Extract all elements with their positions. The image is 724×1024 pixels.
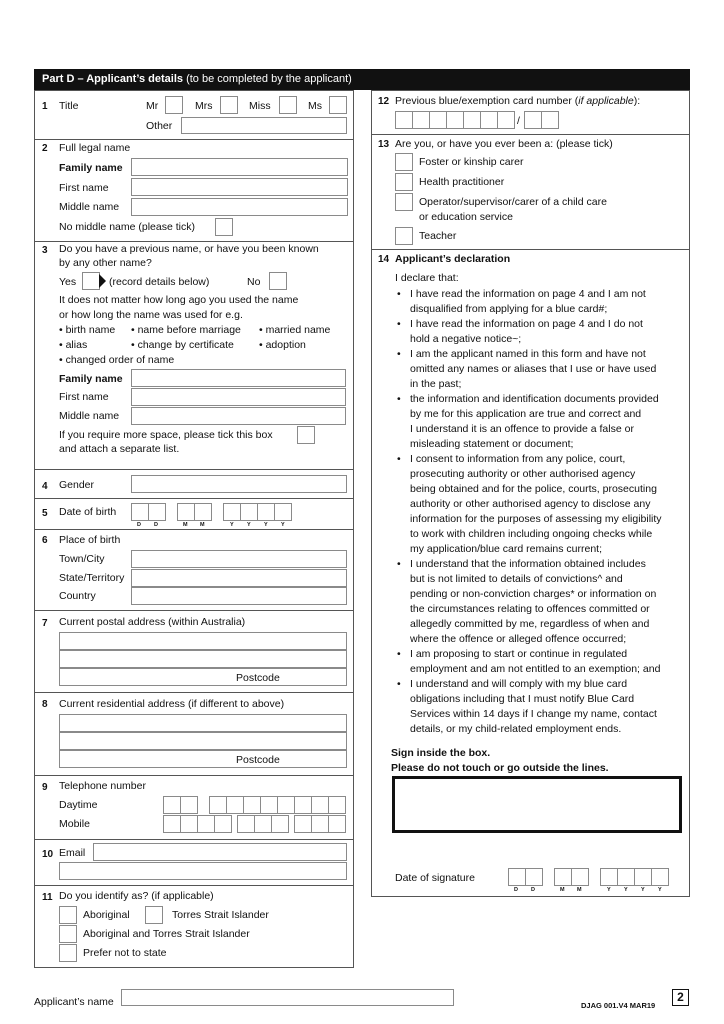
daytime-digit-8[interactable] xyxy=(328,796,346,814)
bullet-birth-name: • birth name xyxy=(59,324,116,336)
foster-carer-label: Foster or kinship carer xyxy=(419,156,524,168)
declaration-line: Services within 14 days if I change my name, contact xyxy=(410,708,657,720)
declaration-bullet: • xyxy=(397,558,401,570)
declaration-line: prosecuting authority or other authorised agency xyxy=(410,468,636,480)
declaration-line: my application/blue card remains current; xyxy=(410,543,603,555)
residential-address-line-3[interactable] xyxy=(59,750,347,768)
state-territory-label: State/Territory xyxy=(59,572,125,584)
aboriginal-torres-label: Aboriginal and Torres Strait Islander xyxy=(83,928,250,940)
sig-year-4[interactable] xyxy=(651,868,669,886)
sig-y-marker: Y xyxy=(624,887,628,893)
miss-label: Miss xyxy=(249,100,271,112)
teacher-label: Teacher xyxy=(419,230,457,242)
declaration-bullet: • xyxy=(397,288,401,300)
mobile-digit-6[interactable] xyxy=(254,815,272,833)
previous-name-note-2: or how long the name was used for e.g. xyxy=(59,309,243,321)
sig-month-2[interactable] xyxy=(571,868,589,886)
declaration-line: I understand and will comply with my blue card xyxy=(410,678,628,690)
child-care-label-2: or education service xyxy=(419,211,513,223)
dob-d-marker: D xyxy=(137,522,141,528)
card-suffix-2[interactable] xyxy=(541,111,559,129)
q8-number: 8 xyxy=(42,699,48,710)
declaration-line: information for the purposes of assessing my eligibility xyxy=(410,513,662,525)
q11-number: 11 xyxy=(42,892,53,903)
email-field-2[interactable] xyxy=(59,862,347,880)
residential-address-line-2[interactable] xyxy=(59,732,347,750)
email-label: Email xyxy=(59,847,86,859)
yes-checkbox[interactable] xyxy=(82,272,100,290)
more-space-checkbox[interactable] xyxy=(297,426,315,444)
declaration-line: details, or my child-related employment ends. xyxy=(410,723,622,735)
mobile-digit-10[interactable] xyxy=(328,815,346,833)
declaration-line: where the offence or alleged offence occurred; xyxy=(410,633,627,645)
declaration-line: being obtained and for the police, courts, prosecuting xyxy=(410,483,657,495)
q7-number: 7 xyxy=(42,618,48,629)
prev-first-name-field[interactable] xyxy=(131,388,346,406)
q10-number: 10 xyxy=(42,849,54,860)
ms-label: Ms xyxy=(308,100,322,112)
dob-y-marker: Y xyxy=(281,522,285,528)
ms-checkbox[interactable] xyxy=(329,96,347,114)
residential-address-label: Current residential address (if different to above) xyxy=(59,698,285,710)
bullet-married-name: • married name xyxy=(259,324,331,336)
prev-middle-name-label: Middle name xyxy=(59,410,120,422)
mobile-digit-1[interactable] xyxy=(163,815,181,833)
q6-number: 6 xyxy=(42,535,48,546)
page-number: 2 xyxy=(672,989,689,1006)
mobile-digit-9[interactable] xyxy=(311,815,329,833)
mobile-digit-7[interactable] xyxy=(271,815,289,833)
dob-m-marker: M xyxy=(200,522,205,528)
no-middle-name-label: No middle name (please tick) xyxy=(59,221,195,233)
declaration-line: I understand that the information obtained includes xyxy=(410,558,646,570)
declaration-bullet: • xyxy=(397,318,401,330)
aboriginal-checkbox[interactable] xyxy=(59,906,77,924)
yes-label: Yes xyxy=(59,276,77,288)
record-details-label: (record details below) xyxy=(109,276,210,288)
sig-m-marker: M xyxy=(560,887,565,893)
declaration-line: pending or non-conviction charges* or information on xyxy=(410,588,657,600)
mrs-label: Mrs xyxy=(195,100,213,112)
sig-year-1[interactable] xyxy=(600,868,618,886)
q9-number: 9 xyxy=(42,782,48,793)
declaration-bullet: • xyxy=(397,453,401,465)
prev-family-name-label: Family name xyxy=(59,373,123,385)
declaration-line: omitted any names or aliases that I use or have used xyxy=(410,363,657,375)
no-checkbox[interactable] xyxy=(269,272,287,290)
country-field[interactable] xyxy=(131,587,347,605)
no-label: No xyxy=(247,276,261,288)
declaration-line: I consent to information from any police, court, xyxy=(410,453,626,465)
dob-m-marker: M xyxy=(183,522,188,528)
declaration-line: employment and am not entitled to an exemption; and xyxy=(410,663,661,675)
applicant-name-label: Applicant’s name xyxy=(34,996,114,1008)
q2-number: 2 xyxy=(42,143,48,154)
daytime-label: Daytime xyxy=(59,799,98,811)
q1-number: 1 xyxy=(42,101,48,112)
declaration-line: I understand it is an offence to provide a false or xyxy=(410,423,634,435)
declaration-title: Applicant’s declaration xyxy=(395,253,511,265)
other-title-field[interactable] xyxy=(181,117,347,134)
card-digit-4[interactable] xyxy=(446,111,464,129)
declaration-bullet: • xyxy=(397,348,401,360)
date-of-birth-label: Date of birth xyxy=(59,506,117,518)
bullet-adoption: • adoption xyxy=(259,339,306,351)
declaration-line: misleading statement or document; xyxy=(410,438,574,450)
family-name-label: Family name xyxy=(59,162,123,174)
declaration-line: allegedly committed by me, regardless of when and xyxy=(410,618,650,630)
q14-number: 14 xyxy=(378,254,390,265)
previous-card-label-start: Previous blue/exemption card number ( xyxy=(395,95,579,107)
q3-number: 3 xyxy=(42,245,48,256)
sig-year-3[interactable] xyxy=(634,868,652,886)
separate-list-label: and attach a separate list. xyxy=(59,443,180,455)
declaration-bullet: • xyxy=(397,648,401,660)
sig-y-marker: Y xyxy=(641,887,645,893)
prev-family-name-field[interactable] xyxy=(131,369,346,387)
dob-day-2[interactable] xyxy=(148,503,166,521)
postal-address-label: Current postal address (within Australia) xyxy=(59,616,246,628)
card-slash: / xyxy=(517,115,520,127)
declaration-line: obligations including that I must notify Blue Card xyxy=(410,693,635,705)
gender-label: Gender xyxy=(59,479,95,491)
daytime-digit-7[interactable] xyxy=(311,796,329,814)
mobile-digit-2[interactable] xyxy=(180,815,198,833)
sign-instruction-2: Please do not touch or go outside the lines. xyxy=(391,762,609,774)
card-digit-5[interactable] xyxy=(463,111,481,129)
declaration-line: I have read the information on page 4 and I am not xyxy=(410,288,646,300)
q4-number: 4 xyxy=(42,481,48,492)
mr-checkbox[interactable] xyxy=(165,96,183,114)
no-middle-name-checkbox[interactable] xyxy=(215,218,233,236)
title-label: Title xyxy=(59,100,79,112)
child-care-label: Operator/supervisor/carer of a child care xyxy=(419,196,607,208)
declaration-line: but is not limited to details of convictions^ and xyxy=(410,573,623,585)
daytime-digit-5[interactable] xyxy=(277,796,295,814)
bullet-alias: • alias xyxy=(59,339,88,351)
torres-strait-checkbox[interactable] xyxy=(145,906,163,924)
other-label: Other xyxy=(146,120,173,132)
prev-first-name-label: First name xyxy=(59,391,109,403)
sig-day-1[interactable] xyxy=(508,868,526,886)
sign-instruction-1: Sign inside the box. xyxy=(391,747,491,759)
sig-d-marker: D xyxy=(531,887,535,893)
date-of-signature-label: Date of signature xyxy=(395,872,475,884)
middle-name-field[interactable] xyxy=(131,198,348,216)
declaration-line: hold a negative notice~; xyxy=(410,333,522,345)
family-name-field[interactable] xyxy=(131,158,348,176)
part-note: (to be completed by the applicant) xyxy=(186,73,352,85)
card-digit-6[interactable] xyxy=(480,111,498,129)
part-d-header xyxy=(34,69,690,90)
health-practitioner-checkbox[interactable] xyxy=(395,173,413,191)
dob-day-1[interactable] xyxy=(131,503,149,521)
part-title: Part D – Applicant’s details xyxy=(42,73,184,85)
daytime-digit-4[interactable] xyxy=(260,796,278,814)
dob-month-2[interactable] xyxy=(194,503,212,521)
sig-d-marker: D xyxy=(514,887,518,893)
form-code: DJAG 001.V4 MAR19 xyxy=(581,1001,656,1010)
declaration-intro: I declare that: xyxy=(395,272,459,284)
email-field-1[interactable] xyxy=(93,843,347,861)
declaration-line: to work with children including ongoing checks while xyxy=(410,528,653,540)
daytime-digit-2[interactable] xyxy=(226,796,244,814)
dob-year-4[interactable] xyxy=(274,503,292,521)
declaration-bullet: • xyxy=(397,678,401,690)
postal-postcode-label: Postcode xyxy=(236,672,280,684)
card-digit-3[interactable] xyxy=(429,111,447,129)
sig-y-marker: Y xyxy=(607,887,611,893)
middle-name-label: Middle name xyxy=(59,201,120,213)
mobile-digit-8[interactable] xyxy=(294,815,312,833)
identify-label: Do you identify as? (if applicable) xyxy=(59,890,214,902)
previous-card-label-end: ): xyxy=(633,95,641,107)
sig-y-marker: Y xyxy=(658,887,662,893)
aboriginal-torres-checkbox[interactable] xyxy=(59,925,77,943)
declaration-line: in the past; xyxy=(410,378,462,390)
previous-card-label xyxy=(395,95,640,108)
dob-d-marker: D xyxy=(154,522,158,528)
applicant-name-field[interactable] xyxy=(121,989,454,1006)
aboriginal-label: Aboriginal xyxy=(83,909,130,921)
mrs-checkbox[interactable] xyxy=(220,96,238,114)
more-space-label: If you require more space, please tick this box xyxy=(59,429,273,441)
declaration-line: I have read the information on page 4 and I do not xyxy=(410,318,643,330)
mobile-digit-5[interactable] xyxy=(237,815,255,833)
dob-y-marker: Y xyxy=(247,522,251,528)
mobile-digit-3[interactable] xyxy=(197,815,215,833)
declaration-line: the information and identification documents provided xyxy=(410,393,659,405)
sig-year-2[interactable] xyxy=(617,868,635,886)
dob-month-1[interactable] xyxy=(177,503,195,521)
postal-address-line-3[interactable] xyxy=(59,668,347,686)
q12-number: 12 xyxy=(378,96,390,107)
first-name-field[interactable] xyxy=(131,178,348,196)
prev-middle-name-field[interactable] xyxy=(131,407,346,425)
child-care-checkbox[interactable] xyxy=(395,193,413,211)
postal-address-line-2[interactable] xyxy=(59,650,347,668)
foster-carer-checkbox[interactable] xyxy=(395,153,413,171)
dob-y-marker: Y xyxy=(230,522,234,528)
torres-strait-label: Torres Strait Islander xyxy=(172,909,269,921)
residential-postcode-label: Postcode xyxy=(236,754,280,766)
first-name-label: First name xyxy=(59,182,109,194)
q5-number: 5 xyxy=(42,508,48,519)
place-of-birth-label: Place of birth xyxy=(59,534,121,546)
declaration-line: by me for this application are true and correct and xyxy=(410,408,642,420)
dob-year-2[interactable] xyxy=(240,503,258,521)
mobile-label: Mobile xyxy=(59,818,90,830)
arrow-right-icon xyxy=(99,274,107,288)
prefer-not-checkbox[interactable] xyxy=(59,944,77,962)
card-digit-2[interactable] xyxy=(412,111,430,129)
previous-name-question: Do you have a previous name, or have you been known xyxy=(59,243,319,255)
ever-been-label: Are you, or have you ever been a: (please tick) xyxy=(395,138,613,150)
town-city-field[interactable] xyxy=(131,550,347,568)
declaration-line: the circumstances relating to offences committed or xyxy=(410,603,650,615)
residential-address-line-1[interactable] xyxy=(59,714,347,732)
declaration-line: authority or other authorised agency to disclose any xyxy=(410,498,651,510)
card-digit-1[interactable] xyxy=(395,111,413,129)
previous-name-note-1: It does not matter how long ago you used the name xyxy=(59,294,299,306)
previous-name-question-2: by any other name? xyxy=(59,257,152,269)
dob-year-3[interactable] xyxy=(257,503,275,521)
bullet-change-by-certificate: • change by certificate xyxy=(131,339,234,351)
mobile-digit-4[interactable] xyxy=(214,815,232,833)
daytime-area-1[interactable] xyxy=(163,796,181,814)
postal-address-line-1[interactable] xyxy=(59,632,347,650)
teacher-checkbox[interactable] xyxy=(395,227,413,245)
signature-box[interactable] xyxy=(392,776,682,833)
town-city-label: Town/City xyxy=(59,553,105,565)
prefer-not-label: Prefer not to state xyxy=(83,947,167,959)
full-legal-name-label: Full legal name xyxy=(59,142,131,154)
health-practitioner-label: Health practitioner xyxy=(419,176,505,188)
card-suffix-1[interactable] xyxy=(524,111,542,129)
sig-m-marker: M xyxy=(577,887,582,893)
dob-year-1[interactable] xyxy=(223,503,241,521)
miss-checkbox[interactable] xyxy=(279,96,297,114)
bullet-changed-order: • changed order of name xyxy=(59,354,175,366)
mr-label: Mr xyxy=(146,100,159,112)
sig-month-1[interactable] xyxy=(554,868,572,886)
daytime-area-2[interactable] xyxy=(180,796,198,814)
gender-field[interactable] xyxy=(131,475,347,493)
daytime-digit-6[interactable] xyxy=(294,796,312,814)
daytime-digit-3[interactable] xyxy=(243,796,261,814)
declaration-line: I am the applicant named in this form and have not xyxy=(410,348,646,360)
q13-number: 13 xyxy=(378,139,390,150)
sig-day-2[interactable] xyxy=(525,868,543,886)
state-territory-field[interactable] xyxy=(131,569,347,587)
telephone-label: Telephone number xyxy=(59,780,146,792)
card-digit-7[interactable] xyxy=(497,111,515,129)
bullet-before-marriage: • name before marriage xyxy=(131,324,241,336)
declaration-line: I am proposing to start or continue in regulated xyxy=(410,648,628,660)
if-applicable-text: if applicable xyxy=(578,95,634,107)
country-label: Country xyxy=(59,590,96,602)
declaration-line: disqualified from applying for a blue card#; xyxy=(410,303,608,315)
daytime-digit-1[interactable] xyxy=(209,796,227,814)
declaration-bullet: • xyxy=(397,393,401,405)
dob-y-marker: Y xyxy=(264,522,268,528)
